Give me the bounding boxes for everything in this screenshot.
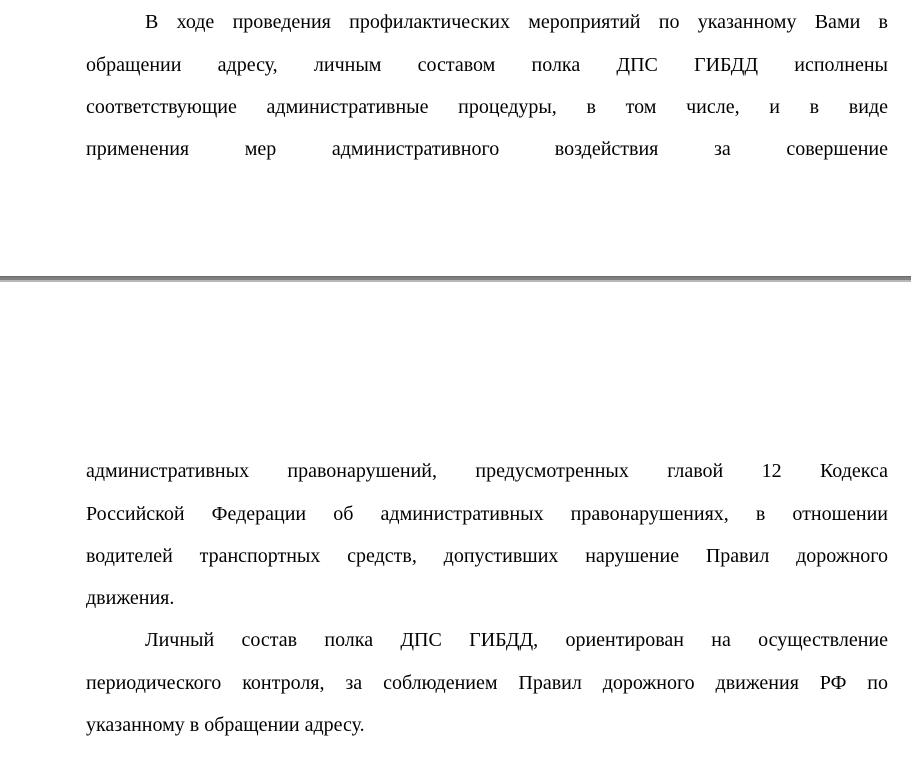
paragraph-1-start bbox=[86, 9, 888, 169]
text-line: водителей транспортных средств, допустивших нарушение Правил дорожного bbox=[86, 545, 888, 567]
text-line: В ходе проведения профилактических мероприятий по указанному Вами в bbox=[145, 11, 888, 33]
text-line: указанному в обращении адресу. bbox=[86, 714, 365, 736]
text-line: движения. bbox=[86, 587, 175, 609]
paragraph-1-continued bbox=[86, 458, 888, 608]
text-line: обращении адресу, личным составом полка ДПС ГИБДД исполнены bbox=[86, 54, 888, 76]
text-line: Личный состав полка ДПС ГИБДД, ориентирован на осуществление bbox=[145, 629, 888, 651]
text-line: применения мер административного воздействия за совершение bbox=[86, 138, 888, 160]
text-line: соответствующие административные процедуры, в том числе, и в виде bbox=[86, 96, 888, 118]
text-line: административных правонарушений, предусмотренных главой 12 Кодекса bbox=[86, 460, 888, 482]
text-line: периодического контроля, за соблюдением Правил дорожного движения РФ по bbox=[86, 672, 888, 694]
page-top bbox=[0, 0, 911, 276]
page-bottom bbox=[0, 282, 911, 761]
text-line: Российской Федерации об административных правонарушениях, в отношении bbox=[86, 503, 888, 525]
paragraph-2 bbox=[86, 627, 888, 747]
